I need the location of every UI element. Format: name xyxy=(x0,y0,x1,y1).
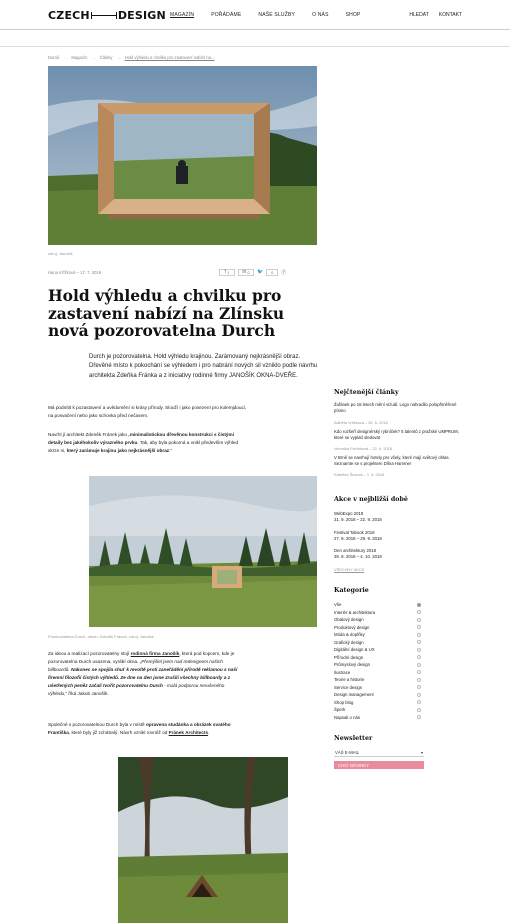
radio-icon[interactable] xyxy=(417,678,421,682)
logo-design: DESIGN xyxy=(117,9,166,22)
nav-item-shop[interactable]: SHOP xyxy=(345,12,361,18)
category-item[interactable]: Napsali o nás xyxy=(334,714,421,721)
breadcrumb-separator: → xyxy=(63,55,68,60)
facebook-icon: f xyxy=(224,269,227,275)
popular-article-title[interactable]: V Brně se navrhují hotely pro včely, které mají světový ohlas. Seznamte se s projektem Dílna Hammer xyxy=(334,455,450,466)
category-item[interactable]: Design management xyxy=(334,691,421,698)
category-item[interactable]: Ilustrace xyxy=(334,669,421,676)
radio-icon[interactable] xyxy=(417,670,421,674)
top-bar xyxy=(0,0,510,30)
category-item[interactable]: Přírodní design xyxy=(334,654,421,661)
article-meta: Hana Křížková – 17. 7. 2018 xyxy=(48,270,102,275)
category-item[interactable]: Obalový design xyxy=(334,616,421,623)
facebook-share-count[interactable]: f 1 xyxy=(219,269,235,276)
event-dates: 28. 9. 2018 – 4. 10. 2018 xyxy=(334,554,382,559)
popular-article-title[interactable]: Žufánek po 16 letech mění vizuál. Logo nahradilo polopřiměřené písmo xyxy=(334,402,457,413)
breadcrumb-clanky[interactable]: Články xyxy=(99,55,113,60)
hero-image xyxy=(48,66,317,245)
newsletter-submit-button[interactable]: CHCI NOVINKY xyxy=(334,761,424,769)
nav-item-kontakt[interactable]: KONTAKT xyxy=(438,12,462,18)
image-caption: Pozorovatelna Durch, návrh: Zdeněk Fránek, zdroj: Janošík xyxy=(48,634,154,639)
event-dates: 27. 9. 2018 – 29. 9. 2018 xyxy=(334,536,382,541)
popular-article-meta: Veronika Pečinková – 22. 6. 2018 xyxy=(334,446,392,451)
newsletter-heading: Newsletter xyxy=(334,735,373,742)
event-dates: 21. 9. 2018 – 22. 9. 2018 xyxy=(334,517,382,522)
logo-czech: CZECH xyxy=(48,9,90,22)
category-item[interactable]: Průmyslový design xyxy=(334,661,421,668)
radio-icon[interactable] xyxy=(417,693,421,697)
category-item[interactable]: Shop blog xyxy=(334,699,421,706)
radio-icon[interactable] xyxy=(417,625,421,629)
pinterest-icon[interactable]: Ⓟ xyxy=(281,269,287,276)
nav-item-poradame[interactable]: POŘÁDÁME xyxy=(211,12,242,18)
events-heading: Akce v nejbližší době xyxy=(334,496,408,503)
twitter-icon[interactable]: 🐦 xyxy=(257,269,264,275)
radio-icon[interactable] xyxy=(417,708,421,712)
breadcrumb-separator: → xyxy=(91,55,96,60)
radio-icon[interactable] xyxy=(417,603,421,607)
category-item[interactable]: Vše xyxy=(334,601,421,608)
utility-nav xyxy=(409,12,462,18)
categories-heading: Kategorie xyxy=(334,587,369,594)
logo-line xyxy=(91,15,117,16)
twitter-share-count: 0 xyxy=(266,269,278,276)
category-item[interactable]: Móda & doplňky xyxy=(334,631,421,638)
radio-icon[interactable] xyxy=(417,640,421,644)
radio-icon[interactable] xyxy=(417,700,421,704)
popular-article-meta: Alžběta Vrtišková – 26. 6. 2018 xyxy=(334,420,388,425)
nav-item-nase-sluzby[interactable]: NAŠE SLUŽBY xyxy=(258,12,296,18)
event-name[interactable]: Festival Tabook 2018 xyxy=(334,530,375,535)
popular-article-meta: Kateřina Šusová – 1. 6. 2018 xyxy=(334,472,385,477)
breadcrumb-current[interactable]: Hold výhledu a chvilku pro zastavení nabízí na... xyxy=(124,55,215,60)
breadcrumb-home[interactable]: Domů xyxy=(48,55,60,60)
all-events-link[interactable]: VŠECHNY AKCE xyxy=(334,567,365,572)
radio-icon[interactable] xyxy=(417,633,421,637)
linkedin-share-count[interactable]: in 0 xyxy=(238,269,254,276)
share-bar xyxy=(219,268,286,276)
article-image xyxy=(118,757,288,923)
breadcrumb-separator: → xyxy=(116,55,121,60)
article-title: Hold výhledu a chvilku pro zastavení nabízí na Zlínsku nová pozorovatelna Durch xyxy=(48,286,285,340)
nav-item-magazin[interactable]: MAGAZÍN xyxy=(170,12,195,18)
radio-icon[interactable] xyxy=(417,655,421,659)
category-item[interactable]: Produktový design xyxy=(334,624,421,631)
category-item[interactable]: Grafický design xyxy=(334,639,421,646)
radio-icon[interactable] xyxy=(417,610,421,614)
site-logo[interactable] xyxy=(48,9,166,22)
popular-heading: Nejčtenější články xyxy=(334,389,399,396)
article-paragraph: Navrhl jí architekt Zdeněk Fránek jako „minimalistickou dřevěnou konstrukci s čistými detaily bez jakéhokoliv výrazného prvku. Tak, aby byla pokorná a vnikl především výhled skrze ni, který zarámuje krajinu jako nejkrásnější obraz." xyxy=(48,432,239,453)
hero-caption: zdroj: Janošík xyxy=(48,251,73,256)
radio-icon[interactable] xyxy=(417,618,421,622)
event-name[interactable]: WebExpo 2018 xyxy=(334,511,364,516)
radio-icon[interactable] xyxy=(417,685,421,689)
nav-item-hledat[interactable]: HLEDAT xyxy=(409,12,429,18)
nav-item-o-nas[interactable]: O NÁS xyxy=(312,12,329,18)
category-item[interactable]: Teorie a historie xyxy=(334,676,421,683)
article-image xyxy=(89,476,317,627)
article-paragraph: Má podnítit k pozastavení a uvědomění si krásy přírody. Slouží i jako posezení pro kolemjdoucí, na posvačení nebo jako schovka před nečasem. xyxy=(48,405,247,418)
event-name[interactable]: Den architektury 2018 xyxy=(334,548,377,553)
chevron-down-icon: ▾ xyxy=(420,750,423,755)
main-nav xyxy=(170,12,378,18)
radio-icon[interactable] xyxy=(417,715,421,719)
category-item[interactable]: Šperk xyxy=(334,706,421,713)
radio-icon[interactable] xyxy=(417,663,421,667)
breadcrumb-magazin[interactable]: Magazín xyxy=(71,55,88,60)
divider xyxy=(0,46,510,47)
category-item[interactable]: Interiér & architektura xyxy=(334,609,421,616)
linkedin-icon: in xyxy=(242,269,247,275)
category-item[interactable]: Service design xyxy=(334,684,421,691)
article-paragraph: Za ideou a realizací pozorovatelny stojí rodinná firma Janošík, která pod kopcem, kde je pozorovatelna Durch usazena, vyrábí okna. „Přemýšlel jsem nad redesignem našich billboardů. Nakonec se spojila chuť k revoltě proti zaneřádění přírodě reklamou s naší firemní filozofií čistých výhledů. Ze dne na den jsme zrušili všechny billboardy a z ušetřených peněz začali tvořit pozorovatelnu Durch - malá podporou nerušeného výhledu," říká Jakub Janošík. xyxy=(48,651,238,696)
category-item[interactable]: Digitální design & UX xyxy=(334,646,421,653)
popular-article-title[interactable]: Kdo rozšeří designérský rybníček? 5 talentů z pražské UMPRUM, které se vyplatí sledovat xyxy=(334,429,459,440)
radio-icon[interactable] xyxy=(417,648,421,652)
article-lead: Durch je pozorovatelna. Hold výhledu krajinou. Zarámovaný nejkrásnější obraz. Dřevěné místo k pokochání se výhledem i pro nabrání nových sil vzniklo podle návrhu architekta Zdeňka Fránka a z iniciativy rodinné firmy JANOŠÍK OKNA-DVEŘE. xyxy=(89,354,318,379)
newsletter-email-select[interactable]: VÁŠ E-MAIL ▾ xyxy=(335,750,423,755)
breadcrumb xyxy=(48,55,214,60)
article-paragraph: Společně s pozorovatelnou Durch byla v místě opravena studánka a obrázek svatého Františka, které byly již zchátralý. Návrh vznikl rovněž od Fránek Architects. xyxy=(48,722,231,735)
